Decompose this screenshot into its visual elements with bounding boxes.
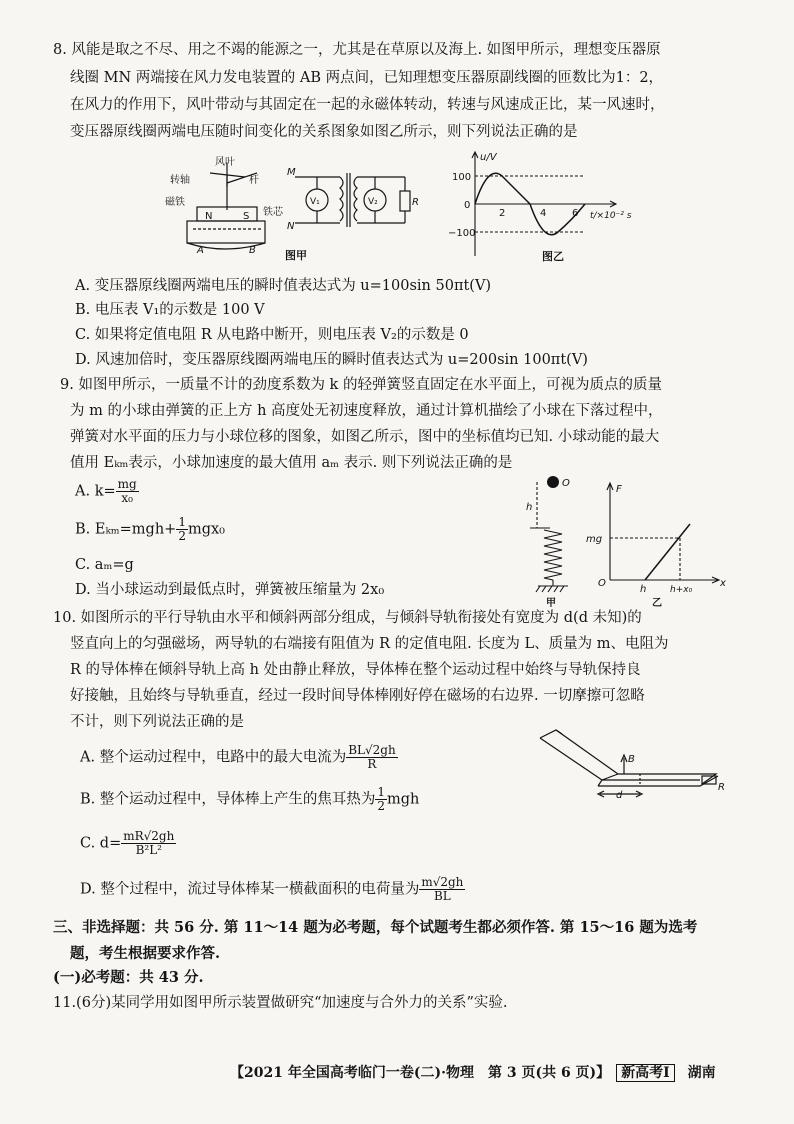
label-d: d xyxy=(616,790,623,801)
label-r: R xyxy=(412,197,419,208)
label-h: h xyxy=(526,502,533,513)
label-h-axis: h xyxy=(640,584,647,595)
label-x: x xyxy=(720,578,726,589)
q8-line-3: 在风力的作用下，风叶带动与其固定在一起的永磁体转动，转速与风速成正比，某一风速时， xyxy=(70,97,665,113)
label-a: A xyxy=(197,245,204,256)
label-origin: O xyxy=(598,578,606,589)
page-footer xyxy=(230,1062,716,1082)
q10-line-1: 10. 如图所示的平行导轨由水平和倾斜两部分组成，与倾斜导轨衔接处有宽度为 d(d 未知)的 xyxy=(53,610,642,626)
q9-option-b: B. Eₖₘ=mgh+ $\frac{1}{2}$ mgx₀ xyxy=(75,515,225,543)
q9-figure-jia xyxy=(520,470,590,610)
label-m: M xyxy=(287,167,296,178)
label-mg: mg xyxy=(586,534,603,545)
ytick-0: 0 xyxy=(464,200,471,211)
footer-text: 【2021 年全国高考临门一卷(二)·物理 第 3 页(共 6 页)】 xyxy=(230,1065,611,1081)
q10-line-3: R 的导体棒在倾斜导轨上高 h 处由静止释放，导体棒在整个运动过程中始终与导轨保持良 xyxy=(70,662,641,678)
q8-figure-yi xyxy=(450,148,650,266)
q9-option-a: A. k= $\frac{mg}{\text{x₀}}$ xyxy=(75,477,137,505)
q8-figure-jia xyxy=(165,155,420,265)
ball xyxy=(547,476,559,488)
section3-heading-cont: 题，考生根据要求作答. xyxy=(70,945,221,962)
q8-line-1: 8. 风能是取之不尽、用之不竭的能源之一，尤其是在草原以及海上. 如图甲所示，理想变压器原 xyxy=(53,42,661,58)
caption-jia: 图甲 xyxy=(285,249,307,262)
q10-option-b: B. 整个运动过程中，导体棒上产生的焦耳热为 $\frac{1}{2}$ mgh xyxy=(80,785,420,813)
q10-line-5: 不计，则下列说法正确的是 xyxy=(70,714,244,730)
footer-badge: 新高考Ⅰ xyxy=(616,1064,675,1082)
caption-yi-9: 乙 xyxy=(652,598,662,609)
label-fengye: 风叶 xyxy=(215,157,235,168)
label-n: N xyxy=(287,221,295,232)
label-f: F xyxy=(616,484,622,495)
label-v2: V₂ xyxy=(368,197,378,207)
label-r-10: R xyxy=(718,782,725,793)
q8-option-a: A. 变压器原线圈两端电压的瞬时值表达式为 u=100sin 50πt(V) xyxy=(75,278,492,294)
q9-option-c: C. aₘ=g xyxy=(75,557,134,573)
q10-figure xyxy=(540,728,740,808)
q8-option-d: D. 风速加倍时，变压器原线圈两端电压的瞬时值表达式为 u=200sin 100πt(V) xyxy=(75,352,588,368)
label-s-pole: S xyxy=(243,211,250,222)
ytick-100: 100 xyxy=(452,172,472,183)
q11-line: 11.(6分)某同学用如图甲所示装置做研究“加速度与合外力的关系”实验. xyxy=(53,995,508,1011)
label-n-pole: N xyxy=(205,211,213,222)
force-line xyxy=(645,524,690,580)
q9-line-1: 9. 如图甲所示，一质量不计的劲度系数为 k 的轻弹簧竖直固定在水平面上，可视为质点的质量 xyxy=(60,377,662,393)
y-axis-label: u/V xyxy=(480,152,497,163)
xtick-6: 6 xyxy=(572,208,579,219)
label-o: O xyxy=(562,478,570,489)
label-v1: V₁ xyxy=(310,197,320,207)
footer-region: 湖南 xyxy=(687,1065,716,1081)
x-axis-label: t/×10⁻² s xyxy=(590,211,632,221)
label-citie: 磁铁 xyxy=(165,197,185,208)
q10-option-c: C. d= $\frac{mR√2gh}{\text{B²L²}}$ xyxy=(80,829,175,857)
label-b-field: B xyxy=(628,754,635,765)
q9-option-d: D. 当小球运动到最低点时，弹簧被压缩量为 2x₀ xyxy=(75,582,385,598)
section3-heading: 三、非选择题：共 56 分. 第 11～14 题为必考题，每个试题考生都必须作答. 第 15～16 题为选考 xyxy=(53,919,698,936)
label-gan: 杆 xyxy=(249,175,259,186)
q9-line-4: 值用 Eₖₘ表示，小球加速度的最大值用 aₘ 表示. 则下列说法正确的是 xyxy=(70,455,513,471)
ytick-neg100: −100 xyxy=(448,228,476,239)
label-zhuanzhou: 转轴 xyxy=(170,175,190,186)
xtick-4: 4 xyxy=(540,208,547,219)
section3-subheading: (一)必考题：共 43 分. xyxy=(53,969,204,986)
label-b: B xyxy=(249,245,256,256)
q8-option-b: B. 电压表 V₁的示数是 100 V xyxy=(75,302,265,318)
q8-line-2: 线圈 MN 两端接在风力发电装置的 AB 两点间，已知理想变压器原副线圈的匝数比为1：2， xyxy=(70,70,664,86)
q10-line-2: 竖直向上的匀强磁场，两导轨的右端接有阻值为 R 的定值电阻. 长度为 L、质量为 m、电阻为 xyxy=(70,636,669,652)
q9-line-2: 为 m 的小球由弹簧的正上方 h 高度处无初速度释放，通过计算机描绘了小球在下落过程中， xyxy=(70,403,663,419)
q9-figure-yi xyxy=(586,478,730,609)
caption-jia-9: 甲 xyxy=(546,598,556,609)
xtick-2: 2 xyxy=(499,208,506,219)
caption-yi: 图乙 xyxy=(542,250,564,263)
label-h-plus-x0: h+x₀ xyxy=(670,585,693,595)
q9-line-3: 弹簧对水平面的压力与小球位移的图象，如图乙所示，图中的坐标值均已知. 小球动能的最大 xyxy=(70,429,660,445)
q8-line-4: 变压器原线圈两端电压随时间变化的关系图象如图乙所示，则下列说法正确的是 xyxy=(70,124,578,140)
q10-option-d: D. 整个过程中，流过导体棒某一横截面积的电荷量为 $\frac{m√2gh}{BL}$ xyxy=(80,875,464,903)
label-tiexin: 铁芯 xyxy=(263,207,283,218)
q10-option-a: A. 整个运动过程中，电路中的最大电流为 $\frac{BL√2gh}{R}$ xyxy=(80,743,396,771)
q10-line-4: 好接触，且始终与导轨垂直，经过一段时间导体棒刚好停在磁场的右边界. 一切摩擦可忽略 xyxy=(70,688,645,704)
q8-option-c: C. 如果将定值电阻 R 从电路中断开，则电压表 V₂的示数是 0 xyxy=(75,327,469,343)
